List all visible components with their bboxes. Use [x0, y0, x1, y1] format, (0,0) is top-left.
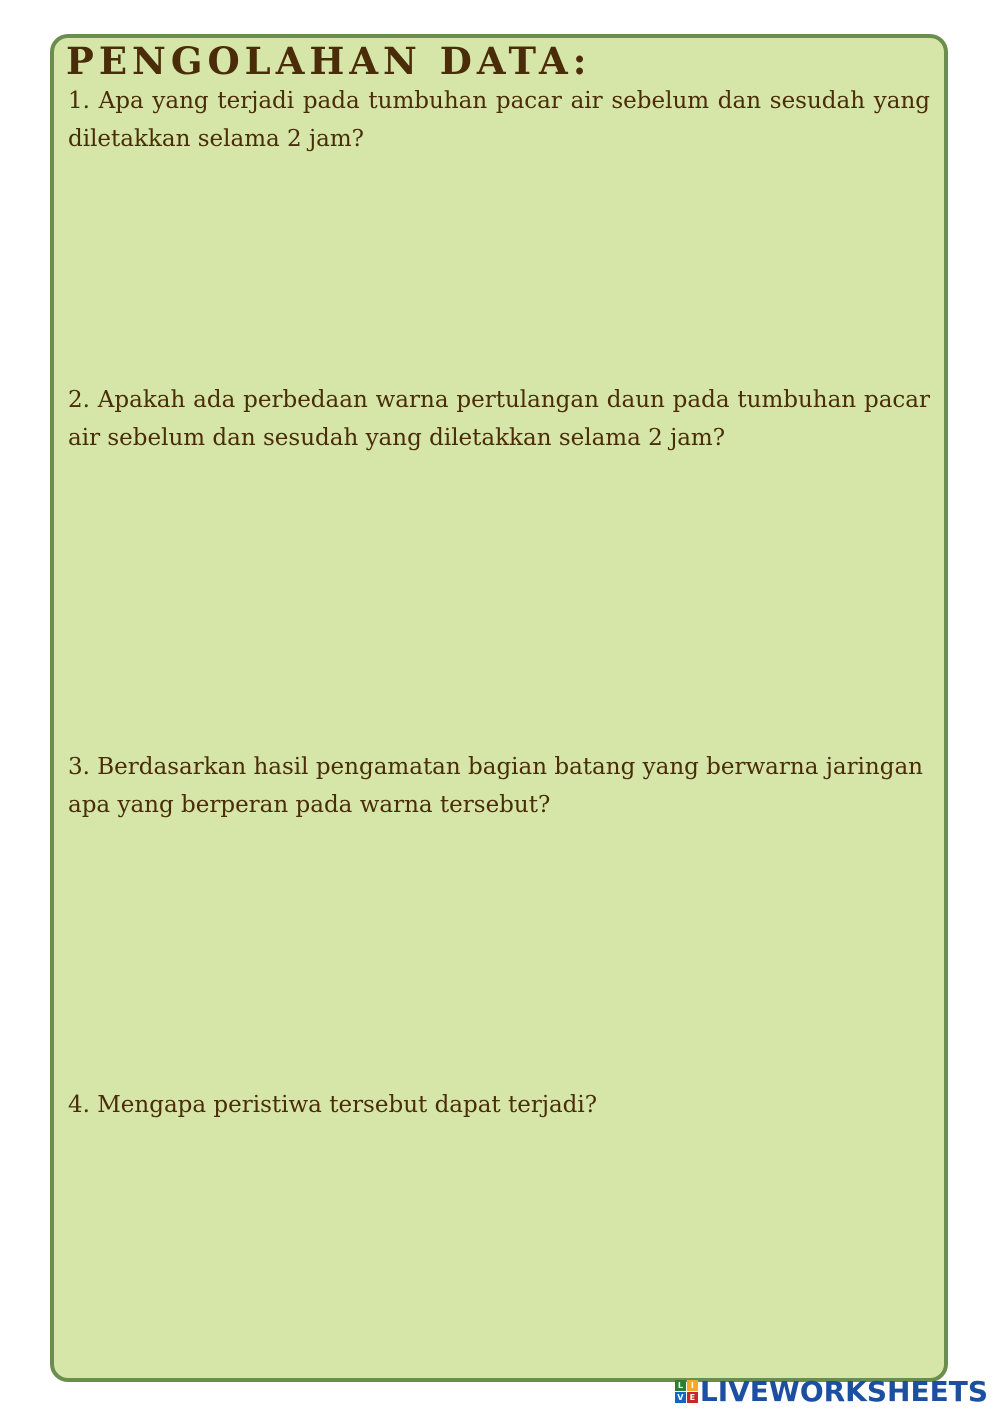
liveworksheets-wordmark: LIVEWORKSHEETS — [699, 1374, 988, 1408]
logo-letter-i: I — [687, 1380, 698, 1391]
liveworksheets-watermark — [675, 1372, 988, 1410]
logo-letter-e: E — [687, 1392, 698, 1403]
question-1: 1. Apa yang terjadi pada tumbuhan pacar air sebelum dan sesudah yang diletakkan selama 2 jam? — [68, 88, 930, 152]
worksheet-panel — [50, 34, 948, 1382]
liveworksheets-logo-icon — [675, 1380, 698, 1403]
question-2: 2. Apakah ada perbedaan warna pertulangan daun pada tumbuhan pacar air sebelum dan sesudah yang diletakkan selama 2 jam? — [68, 387, 930, 451]
logo-letter-l: L — [675, 1380, 686, 1391]
question-4: 4. Mengapa peristiwa tersebut dapat terjadi? — [68, 1092, 598, 1118]
question-3: 3. Berdasarkan hasil pengamatan bagian batang yang berwarna jaringan apa yang berperan pada warna tersebut? — [68, 754, 923, 818]
logo-letter-v: V — [675, 1392, 686, 1403]
page-title: PENGOLAHAN DATA: — [66, 39, 592, 83]
